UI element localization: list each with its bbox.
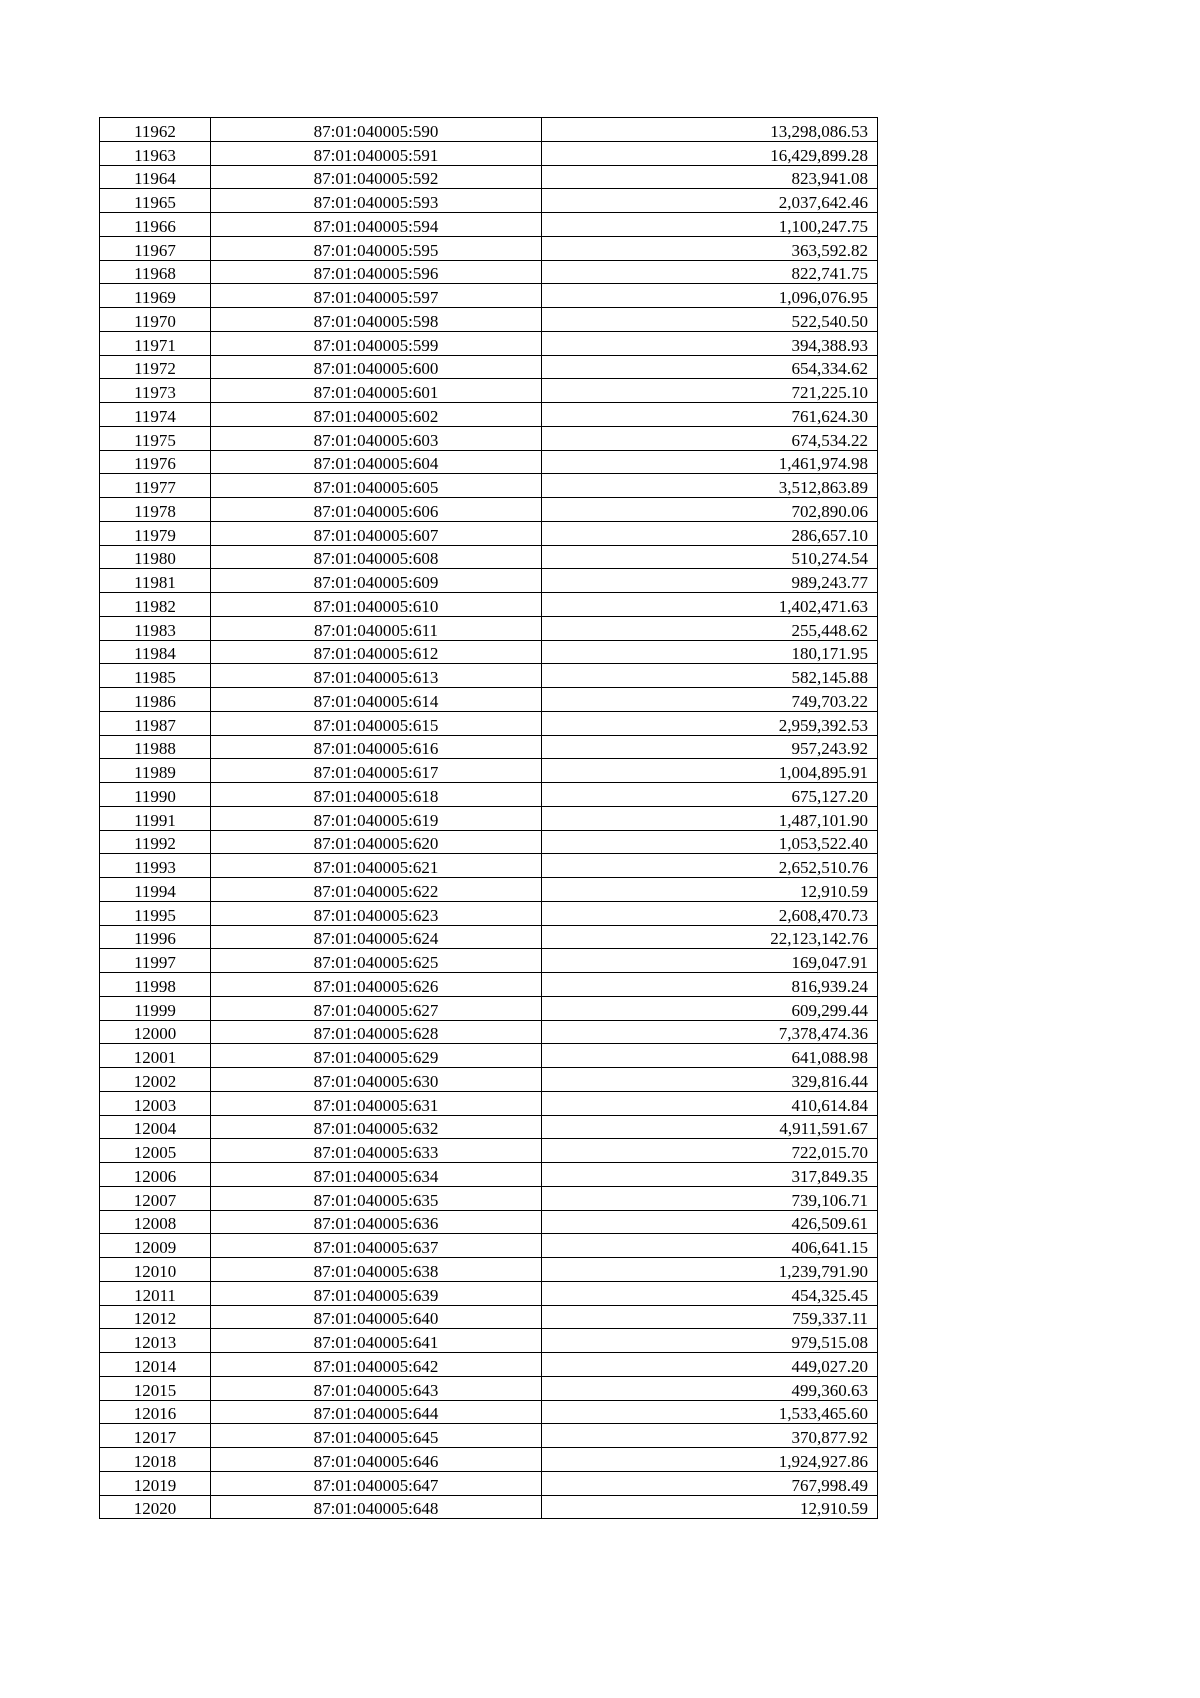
table-row <box>100 498 878 522</box>
row-number-cell: 12010 <box>100 1258 211 1282</box>
value-cell: 1,533,465.60 <box>542 1400 878 1424</box>
value-cell: 702,890.06 <box>542 498 878 522</box>
value-cell: 749,703.22 <box>542 688 878 712</box>
table-row <box>100 450 878 474</box>
row-number-cell: 11989 <box>100 759 211 783</box>
table-row <box>100 1424 878 1448</box>
value-cell: 654,334.62 <box>542 355 878 379</box>
row-number-cell: 11972 <box>100 355 211 379</box>
value-cell: 2,959,392.53 <box>542 711 878 735</box>
row-number-cell: 11967 <box>100 236 211 260</box>
table-row <box>100 735 878 759</box>
table-row <box>100 878 878 902</box>
cadastral-number-cell: 87:01:040005:613 <box>211 664 542 688</box>
value-cell: 22,123,142.76 <box>542 925 878 949</box>
value-cell: 609,299.44 <box>542 996 878 1020</box>
row-number-cell: 11962 <box>100 118 211 142</box>
value-cell: 989,243.77 <box>542 569 878 593</box>
cadastral-number-cell: 87:01:040005:637 <box>211 1234 542 1258</box>
row-number-cell: 12020 <box>100 1495 211 1519</box>
value-cell: 329,816.44 <box>542 1068 878 1092</box>
row-number-cell: 11998 <box>100 973 211 997</box>
row-number-cell: 11963 <box>100 141 211 165</box>
cadastral-number-cell: 87:01:040005:625 <box>211 949 542 973</box>
cadastral-number-cell: 87:01:040005:601 <box>211 379 542 403</box>
cadastral-number-cell: 87:01:040005:608 <box>211 545 542 569</box>
row-number-cell: 12004 <box>100 1115 211 1139</box>
value-cell: 1,461,974.98 <box>542 450 878 474</box>
table-row <box>100 759 878 783</box>
table-row <box>100 403 878 427</box>
table-row <box>100 1471 878 1495</box>
value-cell: 286,657.10 <box>542 521 878 545</box>
cadastral-number-cell: 87:01:040005:597 <box>211 284 542 308</box>
table-row <box>100 1400 878 1424</box>
row-number-cell: 11965 <box>100 189 211 213</box>
value-cell: 979,515.08 <box>542 1329 878 1353</box>
row-number-cell: 11982 <box>100 593 211 617</box>
table-row <box>100 593 878 617</box>
value-cell: 1,924,927.86 <box>542 1448 878 1472</box>
table-row <box>100 616 878 640</box>
cadastral-number-cell: 87:01:040005:629 <box>211 1044 542 1068</box>
value-cell: 12,910.59 <box>542 1495 878 1519</box>
row-number-cell: 11991 <box>100 806 211 830</box>
value-cell: 722,015.70 <box>542 1139 878 1163</box>
cadastral-number-cell: 87:01:040005:616 <box>211 735 542 759</box>
cadastral-number-cell: 87:01:040005:639 <box>211 1281 542 1305</box>
value-cell: 410,614.84 <box>542 1091 878 1115</box>
data-table <box>99 117 878 1519</box>
table-row <box>100 1020 878 1044</box>
table-row <box>100 783 878 807</box>
cadastral-number-cell: 87:01:040005:619 <box>211 806 542 830</box>
value-cell: 582,145.88 <box>542 664 878 688</box>
value-cell: 767,998.49 <box>542 1471 878 1495</box>
cadastral-number-cell: 87:01:040005:644 <box>211 1400 542 1424</box>
row-number-cell: 12009 <box>100 1234 211 1258</box>
row-number-cell: 11986 <box>100 688 211 712</box>
table-row <box>100 925 878 949</box>
cadastral-number-cell: 87:01:040005:600 <box>211 355 542 379</box>
value-cell: 499,360.63 <box>542 1376 878 1400</box>
row-number-cell: 11977 <box>100 474 211 498</box>
cadastral-number-cell: 87:01:040005:603 <box>211 426 542 450</box>
table-body <box>100 118 878 1519</box>
table-row <box>100 331 878 355</box>
value-cell: 510,274.54 <box>542 545 878 569</box>
cadastral-number-cell: 87:01:040005:592 <box>211 165 542 189</box>
row-number-cell: 12016 <box>100 1400 211 1424</box>
value-cell: 1,239,791.90 <box>542 1258 878 1282</box>
cadastral-number-cell: 87:01:040005:642 <box>211 1353 542 1377</box>
cadastral-number-cell: 87:01:040005:641 <box>211 1329 542 1353</box>
cadastral-number-cell: 87:01:040005:604 <box>211 450 542 474</box>
table-row <box>100 1163 878 1187</box>
table-row <box>100 1376 878 1400</box>
table-row <box>100 1495 878 1519</box>
value-cell: 641,088.98 <box>542 1044 878 1068</box>
cadastral-number-cell: 87:01:040005:632 <box>211 1115 542 1139</box>
table-row <box>100 806 878 830</box>
row-number-cell: 11992 <box>100 830 211 854</box>
row-number-cell: 11996 <box>100 925 211 949</box>
row-number-cell: 11994 <box>100 878 211 902</box>
row-number-cell: 12005 <box>100 1139 211 1163</box>
table-row <box>100 901 878 925</box>
value-cell: 522,540.50 <box>542 308 878 332</box>
value-cell: 16,429,899.28 <box>542 141 878 165</box>
table-row <box>100 569 878 593</box>
value-cell: 370,877.92 <box>542 1424 878 1448</box>
value-cell: 2,608,470.73 <box>542 901 878 925</box>
cadastral-number-cell: 87:01:040005:606 <box>211 498 542 522</box>
table-row <box>100 1115 878 1139</box>
row-number-cell: 11973 <box>100 379 211 403</box>
table-row <box>100 1353 878 1377</box>
row-number-cell: 11975 <box>100 426 211 450</box>
value-cell: 759,337.11 <box>542 1305 878 1329</box>
cadastral-number-cell: 87:01:040005:607 <box>211 521 542 545</box>
row-number-cell: 11976 <box>100 450 211 474</box>
value-cell: 1,053,522.40 <box>542 830 878 854</box>
row-number-cell: 12013 <box>100 1329 211 1353</box>
value-cell: 13,298,086.53 <box>542 118 878 142</box>
row-number-cell: 11969 <box>100 284 211 308</box>
row-number-cell: 11990 <box>100 783 211 807</box>
cadastral-number-cell: 87:01:040005:594 <box>211 213 542 237</box>
row-number-cell: 11974 <box>100 403 211 427</box>
row-number-cell: 11985 <box>100 664 211 688</box>
table-row <box>100 1448 878 1472</box>
row-number-cell: 11971 <box>100 331 211 355</box>
table-row <box>100 830 878 854</box>
row-number-cell: 11966 <box>100 213 211 237</box>
table-row <box>100 973 878 997</box>
cadastral-number-cell: 87:01:040005:610 <box>211 593 542 617</box>
cadastral-number-cell: 87:01:040005:611 <box>211 616 542 640</box>
table-row <box>100 688 878 712</box>
cadastral-number-cell: 87:01:040005:630 <box>211 1068 542 1092</box>
table-row <box>100 426 878 450</box>
value-cell: 426,509.61 <box>542 1210 878 1234</box>
value-cell: 823,941.08 <box>542 165 878 189</box>
value-cell: 4,911,591.67 <box>542 1115 878 1139</box>
cadastral-number-cell: 87:01:040005:595 <box>211 236 542 260</box>
cadastral-number-cell: 87:01:040005:622 <box>211 878 542 902</box>
table-row <box>100 521 878 545</box>
cadastral-number-cell: 87:01:040005:623 <box>211 901 542 925</box>
cadastral-number-cell: 87:01:040005:612 <box>211 640 542 664</box>
row-number-cell: 11983 <box>100 616 211 640</box>
row-number-cell: 11993 <box>100 854 211 878</box>
row-number-cell: 12014 <box>100 1353 211 1377</box>
cadastral-number-cell: 87:01:040005:648 <box>211 1495 542 1519</box>
row-number-cell: 11968 <box>100 260 211 284</box>
cadastral-number-cell: 87:01:040005:640 <box>211 1305 542 1329</box>
value-cell: 1,402,471.63 <box>542 593 878 617</box>
row-number-cell: 12019 <box>100 1471 211 1495</box>
value-cell: 169,047.91 <box>542 949 878 973</box>
table-row <box>100 284 878 308</box>
table-row <box>100 711 878 735</box>
row-number-cell: 11984 <box>100 640 211 664</box>
row-number-cell: 11964 <box>100 165 211 189</box>
cadastral-number-cell: 87:01:040005:627 <box>211 996 542 1020</box>
value-cell: 721,225.10 <box>542 379 878 403</box>
cadastral-number-cell: 87:01:040005:596 <box>211 260 542 284</box>
cadastral-number-cell: 87:01:040005:634 <box>211 1163 542 1187</box>
row-number-cell: 12006 <box>100 1163 211 1187</box>
table-row <box>100 1044 878 1068</box>
cadastral-number-cell: 87:01:040005:631 <box>211 1091 542 1115</box>
row-number-cell: 12003 <box>100 1091 211 1115</box>
cadastral-number-cell: 87:01:040005:633 <box>211 1139 542 1163</box>
cadastral-number-cell: 87:01:040005:624 <box>211 925 542 949</box>
value-cell: 363,592.82 <box>542 236 878 260</box>
cadastral-number-cell: 87:01:040005:609 <box>211 569 542 593</box>
value-cell: 1,004,895.91 <box>542 759 878 783</box>
value-cell: 406,641.15 <box>542 1234 878 1258</box>
row-number-cell: 12011 <box>100 1281 211 1305</box>
row-number-cell: 11999 <box>100 996 211 1020</box>
table-row <box>100 1139 878 1163</box>
cadastral-number-cell: 87:01:040005:590 <box>211 118 542 142</box>
row-number-cell: 12015 <box>100 1376 211 1400</box>
row-number-cell: 11988 <box>100 735 211 759</box>
cadastral-number-cell: 87:01:040005:605 <box>211 474 542 498</box>
value-cell: 1,100,247.75 <box>542 213 878 237</box>
row-number-cell: 12001 <box>100 1044 211 1068</box>
row-number-cell: 11979 <box>100 521 211 545</box>
value-cell: 1,487,101.90 <box>542 806 878 830</box>
table-row <box>100 379 878 403</box>
value-cell: 449,027.20 <box>542 1353 878 1377</box>
cadastral-number-cell: 87:01:040005:643 <box>211 1376 542 1400</box>
cadastral-number-cell: 87:01:040005:638 <box>211 1258 542 1282</box>
cadastral-number-cell: 87:01:040005:628 <box>211 1020 542 1044</box>
value-cell: 180,171.95 <box>542 640 878 664</box>
cadastral-number-cell: 87:01:040005:617 <box>211 759 542 783</box>
cadastral-number-cell: 87:01:040005:618 <box>211 783 542 807</box>
cadastral-number-cell: 87:01:040005:598 <box>211 308 542 332</box>
row-number-cell: 12008 <box>100 1210 211 1234</box>
table-row <box>100 165 878 189</box>
table-row <box>100 949 878 973</box>
table-row <box>100 141 878 165</box>
value-cell: 12,910.59 <box>542 878 878 902</box>
table-row <box>100 1258 878 1282</box>
table-row <box>100 213 878 237</box>
table-row <box>100 236 878 260</box>
table-row <box>100 1234 878 1258</box>
cadastral-number-cell: 87:01:040005:636 <box>211 1210 542 1234</box>
row-number-cell: 11978 <box>100 498 211 522</box>
table-row <box>100 308 878 332</box>
cadastral-number-cell: 87:01:040005:593 <box>211 189 542 213</box>
value-cell: 454,325.45 <box>542 1281 878 1305</box>
table-row <box>100 1068 878 1092</box>
row-number-cell: 11987 <box>100 711 211 735</box>
value-cell: 675,127.20 <box>542 783 878 807</box>
cadastral-number-cell: 87:01:040005:647 <box>211 1471 542 1495</box>
value-cell: 1,096,076.95 <box>542 284 878 308</box>
table-row <box>100 1091 878 1115</box>
row-number-cell: 12007 <box>100 1186 211 1210</box>
cadastral-number-cell: 87:01:040005:591 <box>211 141 542 165</box>
row-number-cell: 12012 <box>100 1305 211 1329</box>
table-row <box>100 996 878 1020</box>
row-number-cell: 11995 <box>100 901 211 925</box>
value-cell: 816,939.24 <box>542 973 878 997</box>
table-row <box>100 260 878 284</box>
table-row <box>100 1186 878 1210</box>
cadastral-number-cell: 87:01:040005:635 <box>211 1186 542 1210</box>
table-row <box>100 118 878 142</box>
value-cell: 3,512,863.89 <box>542 474 878 498</box>
row-number-cell: 11981 <box>100 569 211 593</box>
table-row <box>100 545 878 569</box>
value-cell: 2,652,510.76 <box>542 854 878 878</box>
value-cell: 255,448.62 <box>542 616 878 640</box>
cadastral-number-cell: 87:01:040005:599 <box>211 331 542 355</box>
row-number-cell: 12002 <box>100 1068 211 1092</box>
value-cell: 674,534.22 <box>542 426 878 450</box>
row-number-cell: 12017 <box>100 1424 211 1448</box>
cadastral-number-cell: 87:01:040005:626 <box>211 973 542 997</box>
row-number-cell: 12018 <box>100 1448 211 1472</box>
cadastral-number-cell: 87:01:040005:614 <box>211 688 542 712</box>
row-number-cell: 11970 <box>100 308 211 332</box>
cadastral-number-cell: 87:01:040005:646 <box>211 1448 542 1472</box>
table-row <box>100 189 878 213</box>
row-number-cell: 11980 <box>100 545 211 569</box>
value-cell: 761,624.30 <box>542 403 878 427</box>
table-row <box>100 664 878 688</box>
table-row <box>100 1329 878 1353</box>
value-cell: 822,741.75 <box>542 260 878 284</box>
row-number-cell: 12000 <box>100 1020 211 1044</box>
value-cell: 739,106.71 <box>542 1186 878 1210</box>
cadastral-number-cell: 87:01:040005:602 <box>211 403 542 427</box>
table-row <box>100 355 878 379</box>
table-row <box>100 1210 878 1234</box>
value-cell: 317,849.35 <box>542 1163 878 1187</box>
value-cell: 394,388.93 <box>542 331 878 355</box>
table-row <box>100 1281 878 1305</box>
table-row <box>100 1305 878 1329</box>
value-cell: 7,378,474.36 <box>542 1020 878 1044</box>
cadastral-number-cell: 87:01:040005:615 <box>211 711 542 735</box>
cadastral-number-cell: 87:01:040005:620 <box>211 830 542 854</box>
value-cell: 2,037,642.46 <box>542 189 878 213</box>
cadastral-number-cell: 87:01:040005:621 <box>211 854 542 878</box>
row-number-cell: 11997 <box>100 949 211 973</box>
table-row <box>100 474 878 498</box>
cadastral-number-cell: 87:01:040005:645 <box>211 1424 542 1448</box>
table-row <box>100 854 878 878</box>
value-cell: 957,243.92 <box>542 735 878 759</box>
table-row <box>100 640 878 664</box>
